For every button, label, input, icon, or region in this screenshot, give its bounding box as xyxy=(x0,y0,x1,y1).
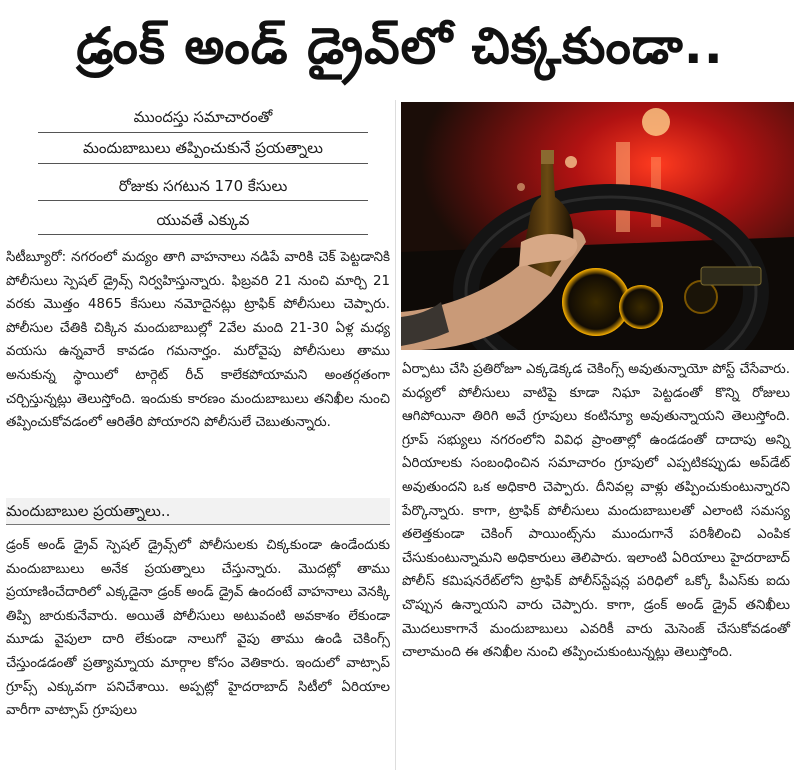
section-heading: మందుబాబుల ప్రయత్నాలు.. xyxy=(6,498,390,525)
subheadline-block xyxy=(38,102,368,164)
article-body-left-bottom: డ్రంక్ అండ్ డ్రైవ్ స్పెషల్ డ్రైవ్స్‌లో పోలీసులకు చిక్కకుండా ఉండేందుకు మందుబాబులు అనేక ప్రయత్నాలు చేస్తున్నారు. మొదట్లో తాము ప్రయాణించేదారిలో ఎక్కడైనా డ్రంక్ అండ్ డ్రైవ్ ఉందంటే వాహనాలు వెనక్కి తిప్పి జారుకునేవారు. అయితే పోలీసులు అటువంటి అవకాశం లేకుండా మూడు వైపులా దారి లేకుండా నాలుగో వైపు తాము ఉండి చెకింగ్స్ చేస్తుండడంతో ప్రత్యామ్నాయ మార్గాల కోసం వెతికారు. ఇందులో వాట్సాప్ గ్రూప్స్ ఎక్కువగా పనిచేశాయి. అప్పట్లో హైదరాబాద్ సిటీలో ఏరియాల వారీగా వాట్సాప్ గ్రూపులు xyxy=(6,538,390,719)
column-divider xyxy=(395,100,396,770)
article-photo xyxy=(401,102,794,350)
article-body-left-top: సిటీబ్యూరో: నగరంలో మద్యం తాగి వాహనాలు నడిపే వారికి చెక్ పెట్టడానికి పోలీసులు స్పెషల్ డ్రైవ్స్ నిర్వహిస్తున్నారు. ఫిబ్రవరి 21 నుంచి మార్చి 21 వరకు మొత్తం 4865 కేసులు నమోదైనట్లు ట్రాఫిక్ పోలీసులు చెప్పారు. పోలీసుల చేతికి చిక్కిన మందుబాబుల్లో 2వేల మంది 21-30 ఏళ్ల మధ్య వయసు ఉన్నవారే కావడం గమనార్హం. మరోవైపు పోలీసులు తాము అనుకున్న స్థాయిలో టార్గెట్ రీచ్ కాలేకపోయామని అంతర్గతంగా చర్చిస్తున్నట్లు తెలుస్తోంది. ఇందుకు కారణం మందుబాబులు తనిఖీల నుంచి తప్పించుకోవడంలో ఆరితేరి పోయారని పోలీసులే చెబుతున్నారు. xyxy=(6,250,390,431)
article-body-right: ఏర్పాటు చేసి ప్రతిరోజూ ఎక్కడెక్కడ చెకింగ్స్ అవుతున్నాయో పోస్ట్ చేసేవారు. మధ్యలో పోలీసులు వాటిపై కూడా నిఘా పెట్టడంతో కొన్ని రోజులు ఆగిపోయినా తిరిగి అవే గ్రూపులు కంటిన్యూ అవుతున్నాయని తెలుస్తోంది. గ్రూప్ సభ్యులు నగరంలోని వివిధ ప్రాంతాల్లో ఉండడంతో దాదాపు అన్ని ఏరియాలకు సంబంధించిన సమాచారం గ్రూపులో ఎప్పటికప్పుడు అప్‌డేట్ అవుతుందని ఒక అధికారి చెప్పారు. దీనివల్ల వాళ్లు తప్పించుకుంటున్నారని పేర్కొన్నారు. కాగా, ట్రాఫిక్ పోలీసులు మందుబాబులతో ఎలాంటి సమస్య తలెత్తకుండా చెకింగ్ పాయింట్స్‌ను ముందుగానే పరిశీలించి ఎంపిక చేసుకుంటున్నామని అధికారులు తెలిపారు. ఇలాంటి ఏరియాలు హైదరాబాద్ పోలీస్ కమిషనరేట్‌లోని ట్రాఫిక్ పోలీస్‌స్టేషన్ల పరిధిలో ఒక్కో పీఎస్‌కు ఐదు చొప్పున ఉన్నాయని వారు చెప్పారు. కాగా, డ్రంక్ అండ్ డ్రైవ్ తనిఖీలు మొదలుకాగానే మందుబాబులు ఎవరికీ వారు మెసెంజ్ చేసుకోవడంతో చాలామంది ఈ తనిఖీల నుంచి తప్పించుకుంటున్నట్లు తెలుస్తోంది. xyxy=(402,362,790,661)
headline: డ్రంక్ అండ్ డ్రైవ్‌లో చిక్కకుండా.. xyxy=(76,17,724,75)
drunk-driver-photo-icon xyxy=(401,102,794,350)
subheadline-line-2: మందుబాబులు తప్పించుకునే ప్రయత్నాలు xyxy=(38,133,368,164)
subheadline-youth: యువతే ఎక్కువ xyxy=(38,208,368,235)
subheadline-cases: రోజుకు సగటున 170 కేసులు xyxy=(38,174,368,201)
subheadline-line-1: ముందస్తు సమాచారంతో xyxy=(38,102,368,133)
